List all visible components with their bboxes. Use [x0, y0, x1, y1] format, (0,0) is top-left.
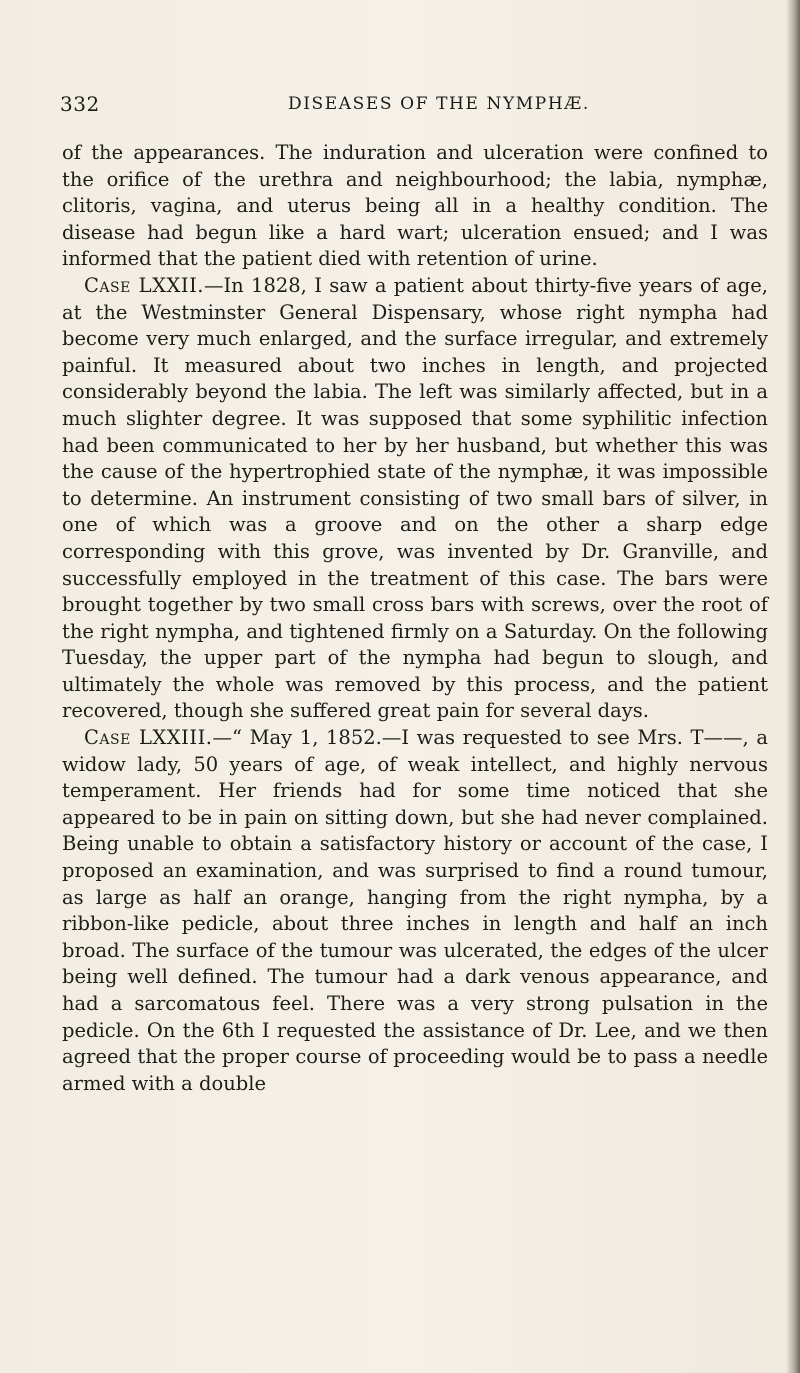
- page-edge-shadow: [786, 0, 800, 1373]
- page-header: [60, 92, 770, 122]
- paragraph-continuation: [62, 140, 768, 273]
- paragraph-text: —“ May 1, 1852.—I was requested to see Mrs. T——, a widow lady, 50 years of age, of weak intellect, and highly nervous temperament. Her friends had for some time noticed that she appeared to be in pain on sitting down, but she had never complained. Being unable to obtain a satisfactory history or account of the case, I proposed an examination, and was surprised to find a round tumour, as large as half an orange, hanging from the right nympha, by a ribbon-like pedicle, about three inches in length and half an inch broad. The surface of the tumour was ulcerated, the edges of the ulcer being well defined. The tumour had a dark venous appearance, and had a sarcomatous feel. There was a very strong pulsation in the pedicle. On the 6th I requested the assistance of Dr. Lee, and we then agreed that the proper course of proceeding would be to pass a needle armed with a double: [62, 726, 768, 1095]
- case-label: Case LXXII.: [84, 273, 204, 297]
- paragraph-case-lxxii: [62, 273, 768, 725]
- paragraph-case-lxxiii: [62, 725, 768, 1097]
- page-number: 332: [60, 92, 100, 116]
- paragraph-text: —In 1828, I saw a patient about thirty-five years of age, at the Westminster General Dispensary, whose right nympha had become very much enlarged, and the surface irregular, and extremely painful. It measured about two inches in length, and projected considerably beyond the labia. The left was similarly affected, but in a much slighter degree. It was supposed that some syphilitic infection had been communicated to her by her husband, but whether this was the cause of the hypertrophied state of the nymphæ, it was impossible to determine. An instrument consisting of two small bars of silver, in one of which was a groove and on the other a sharp edge corresponding with this grove, was invented by Dr. Granville, and successfully employed in the treatment of this case. The bars were brought together by two small cross bars with screws, over the root of the right nympha, and tightened firmly on a Saturday. On the following Tuesday, the upper part of the nympha had begun to slough, and ultimately the whole was removed by this process, and the patient recovered, though she suffered great pain for several days.: [62, 273, 769, 723]
- paragraph-text: of the appearances. The induration and ulceration were confined to the orifice of the urethra and neighbourhood; the labia, nymphæ, clitoris, vagina, and uterus being all in a healthy condition. The disease had begun like a hard wart; ulceration ensued; and I was informed that the patient died with retention of urine.: [62, 141, 768, 271]
- body-text: [62, 140, 768, 1097]
- running-title: DISEASES OF THE NYMPHÆ.: [288, 94, 590, 114]
- case-label: Case LXXIII.: [84, 726, 213, 750]
